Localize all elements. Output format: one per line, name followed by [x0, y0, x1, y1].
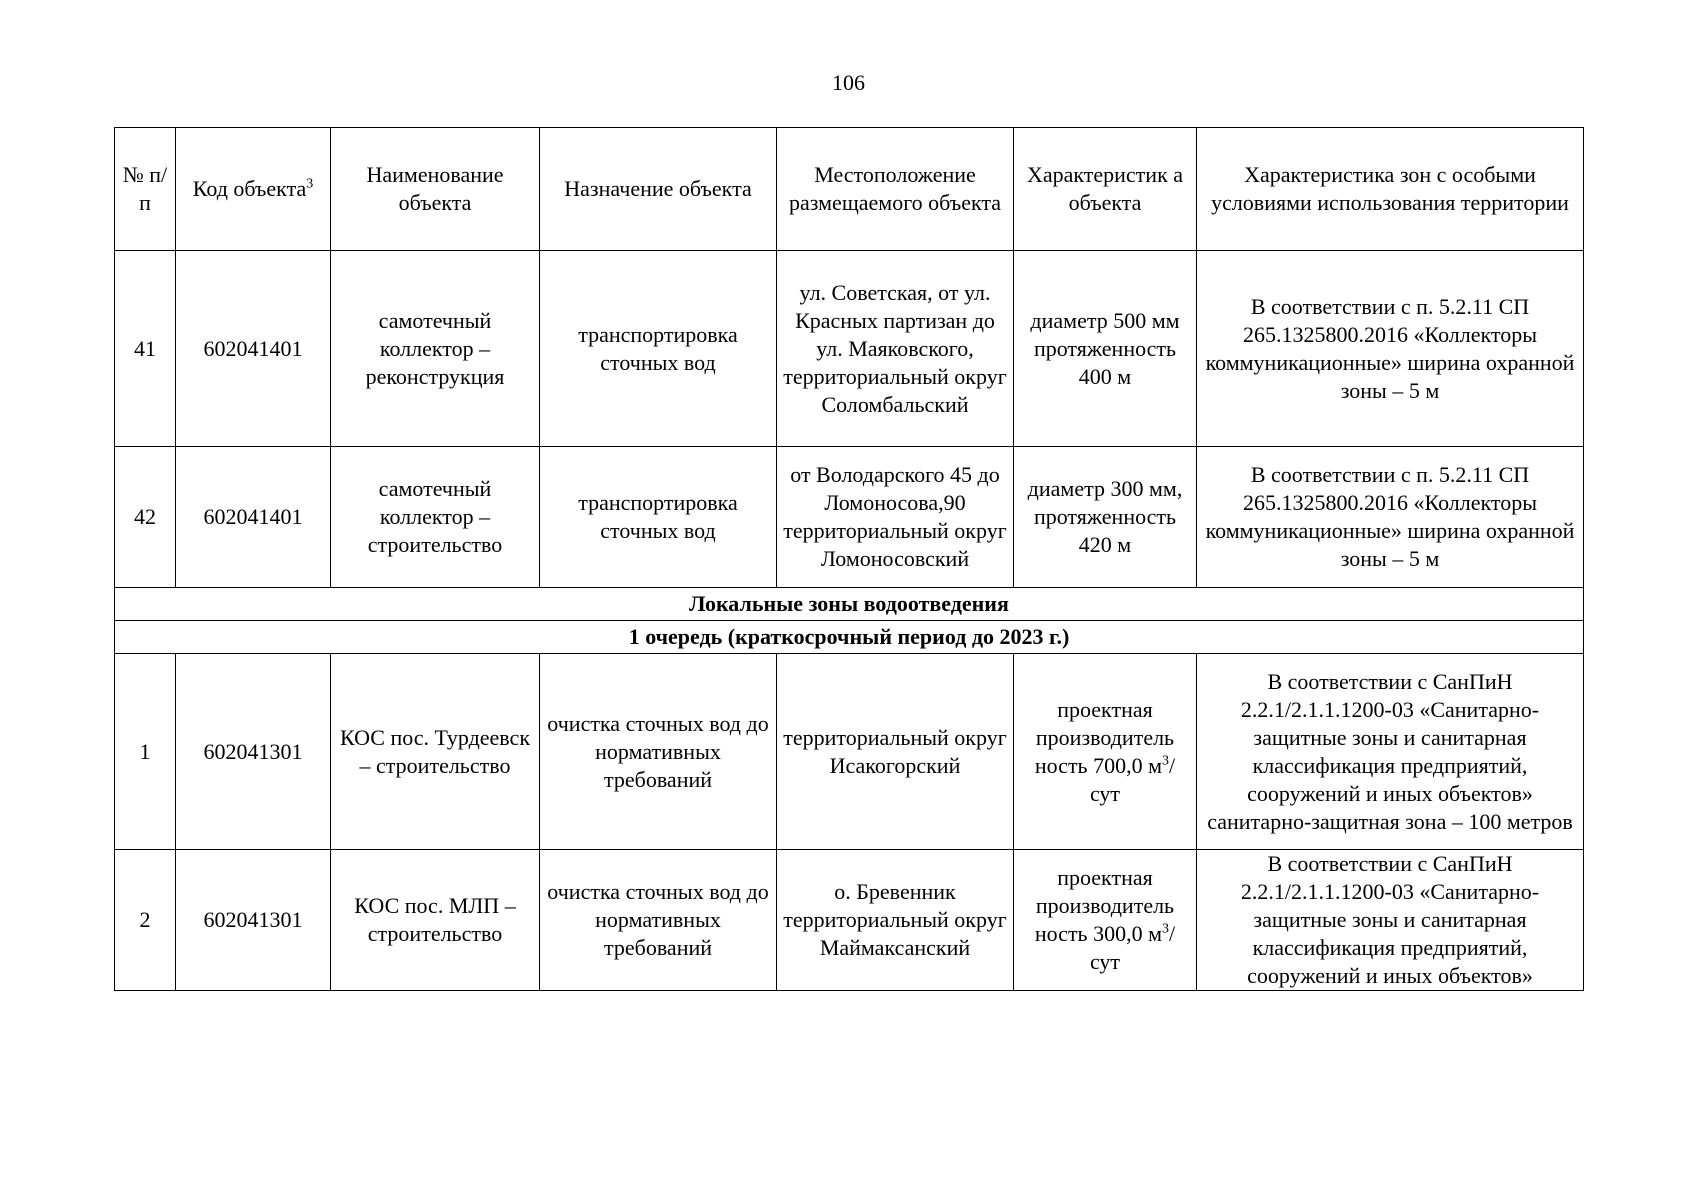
- cell-zones: В соответствии с п. 5.2.11 СП 265.1325800.2016 «Коллекторы коммуникационные» ширина охранной зоны – 5 м: [1197, 447, 1584, 588]
- cell-zones: В соответствии с п. 5.2.11 СП 265.1325800.2016 «Коллекторы коммуникационные» ширина охранной зоны – 5 м: [1197, 251, 1584, 447]
- subsection-row: [115, 621, 1584, 654]
- subsection-title: 1 очередь (краткосрочный период до 2023 г.): [115, 621, 1584, 654]
- table-row: [115, 251, 1584, 447]
- characteristic-unit: /сут: [1089, 921, 1176, 974]
- table-row: [115, 850, 1584, 991]
- cell-num: 2: [115, 850, 176, 991]
- cell-characteristic: [1014, 654, 1197, 850]
- header-location: Местоположение размещаемого объекта: [777, 128, 1014, 251]
- page-number: 106: [832, 70, 865, 95]
- cell-location: территориальный округ Исакогорский: [777, 654, 1014, 850]
- cell-location: ул. Советская, от ул. Красных партизан до ул. Маяковского, территориальный округ Соломбальский: [777, 251, 1014, 447]
- footnote-mark: 3: [306, 176, 314, 192]
- cell-num: 41: [115, 251, 176, 447]
- characteristic-text: проектная производитель ность 300,0 м: [1034, 865, 1175, 946]
- cell-code: 602041301: [176, 654, 331, 850]
- section-title: Локальные зоны водоотведения: [115, 588, 1584, 621]
- cell-purpose: транспортировка сточных вод: [540, 251, 777, 447]
- cell-location: от Володарского 45 до Ломоносова,90 территориальный округ Ломоносовский: [777, 447, 1014, 588]
- header-name: Наименование объекта: [331, 128, 540, 251]
- cell-num: 1: [115, 654, 176, 850]
- header-num: № п/п: [115, 128, 176, 251]
- cell-characteristic: диаметр 500 мм протяженность 400 м: [1014, 251, 1197, 447]
- superscript: 3: [1162, 753, 1170, 769]
- header-zones: Характеристика зон с особыми условиями использования территории: [1197, 128, 1584, 251]
- cell-purpose: очистка сточных вод до нормативных требований: [540, 850, 777, 991]
- cell-name: КОС пос. МЛП – строительство: [331, 850, 540, 991]
- cell-name: самотечный коллектор – строительство: [331, 447, 540, 588]
- cell-purpose: транспортировка сточных вод: [540, 447, 777, 588]
- cell-zones: В соответствии с СанПиН 2.2.1/2.1.1.1200-03 «Санитарно-защитные зоны и санитарная классификация предприятий, сооружений и иных объектов»: [1197, 850, 1584, 991]
- cell-name: самотечный коллектор – реконструкция: [331, 251, 540, 447]
- objects-table: [114, 127, 1584, 991]
- table-header-row: [115, 128, 1584, 251]
- cell-zones: В соответствии с СанПиН 2.2.1/2.1.1.1200-03 «Санитарно-защитные зоны и санитарная классификация предприятий, сооружений и иных объектов» санитарно-защитная зона – 100 метров: [1197, 654, 1584, 850]
- cell-code: 602041301: [176, 850, 331, 991]
- cell-characteristic: [1014, 850, 1197, 991]
- header-characteristic: Характеристик а объекта: [1014, 128, 1197, 251]
- cell-code: 602041401: [176, 447, 331, 588]
- cell-name: КОС пос. Турдеевск – строительство: [331, 654, 540, 850]
- characteristic-unit: /сут: [1089, 752, 1176, 806]
- cell-purpose: очистка сточных вод до нормативных требований: [540, 654, 777, 850]
- header-code-label: Код объекта: [192, 176, 307, 201]
- table-row: [115, 447, 1584, 588]
- table-row: [115, 654, 1584, 850]
- superscript: 3: [1162, 921, 1170, 937]
- cell-characteristic: диаметр 300 мм, протяженность 420 м: [1014, 447, 1197, 588]
- cell-location: о. Бревенник территориальный округ Маймаксанский: [777, 850, 1014, 991]
- header-code: [176, 128, 331, 251]
- header-purpose: Назначение объекта: [540, 128, 777, 251]
- cell-num: 42: [115, 447, 176, 588]
- section-row: [115, 588, 1584, 621]
- cell-code: 602041401: [176, 251, 331, 447]
- characteristic-text: проектная производитель ность 700,0 м: [1034, 696, 1175, 778]
